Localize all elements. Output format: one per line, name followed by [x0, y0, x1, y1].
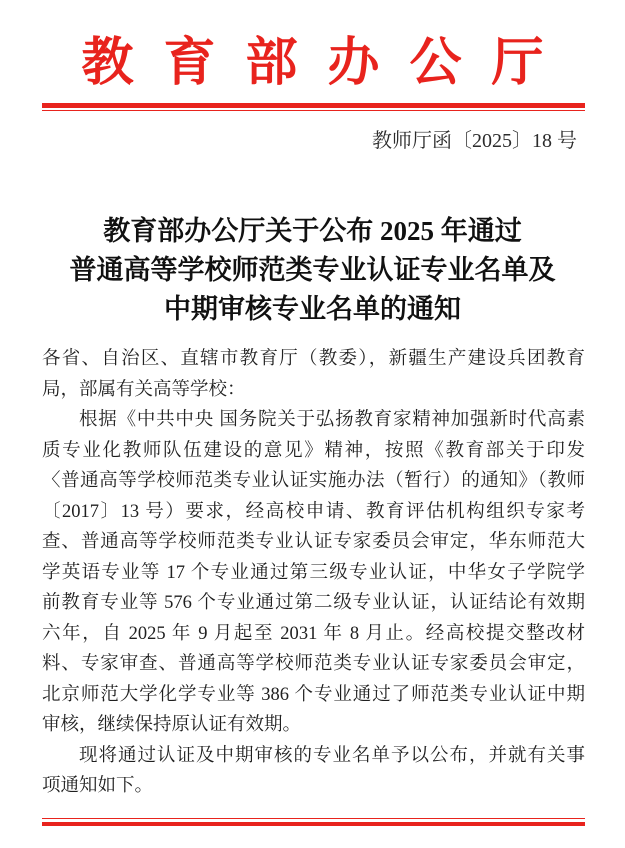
- salutation-line: 各省、自治区、直辖市教育厅（教委），新疆生产建设兵团教育: [42, 349, 585, 369]
- body-line: 〔2017〕13 号）要求，经高校申请、教育评估机构组织专家考: [42, 501, 585, 522]
- divider-thick-bar: [42, 822, 585, 827]
- divider-thick-bar: [42, 103, 585, 108]
- body-line: 审核，继续保持原认证有效期。: [42, 715, 302, 735]
- notice-title: [0, 212, 625, 329]
- body-line: 六年，自 2025 年 9 月起至 2031 年 8 月止。经高校提交整改材: [42, 623, 585, 644]
- salutation-line: 局，部属有关高等学校：: [42, 379, 246, 400]
- divider-thin-bar: [42, 110, 585, 112]
- body-line: 北京师范大学化学专业等 386 个专业通过了师范类专业认证中期: [42, 684, 585, 705]
- body-line: 查、普通高等学校师范类专业认证专家委员会审定，华东师范大: [42, 532, 585, 552]
- footer-divider-rule: [42, 818, 585, 827]
- body-line: 现将通过认证及中期审核的专业名单予以公布，并就有关事: [79, 745, 585, 766]
- body-line: 前教育专业等 576 个专业通过第二级专业认证，认证结论有效期: [42, 593, 585, 613]
- letterhead-agency-name: 教育部办公厅: [81, 35, 574, 92]
- body-line: 根据《中共中央 国务院关于弘扬教育家精神加强新时代高素: [79, 410, 585, 430]
- body-line: 学英语专业等 17 个专业通过第三级专业认证，中华女子学院学: [42, 562, 585, 583]
- notice-title-line: 中期审核专业名单的通知: [164, 294, 461, 324]
- letterhead-agency: [0, 34, 625, 94]
- body-line: 项通知如下。: [42, 776, 154, 796]
- notice-title-line: 普通高等学校师范类专业认证专业名单及: [69, 255, 556, 285]
- notice-title-line: 教育部办公厅关于公布 2025 年通过: [103, 216, 522, 246]
- body-line: 料、专家审查、普通高等学校师范类专业认证专家委员会审定，: [42, 654, 585, 674]
- body-line: 〈普通高等学校师范类专业认证实施办法（暂行）的通知》（教师: [42, 471, 585, 491]
- document-number: 教师厅函〔2025〕18 号: [372, 130, 577, 152]
- body-line: 质专业化教师队伍建设的意见》精神，按照《教育部关于印发: [42, 440, 585, 461]
- notice-body: [42, 344, 585, 802]
- divider-thin-bar: [42, 818, 585, 820]
- letterhead-divider-rule: [42, 103, 585, 111]
